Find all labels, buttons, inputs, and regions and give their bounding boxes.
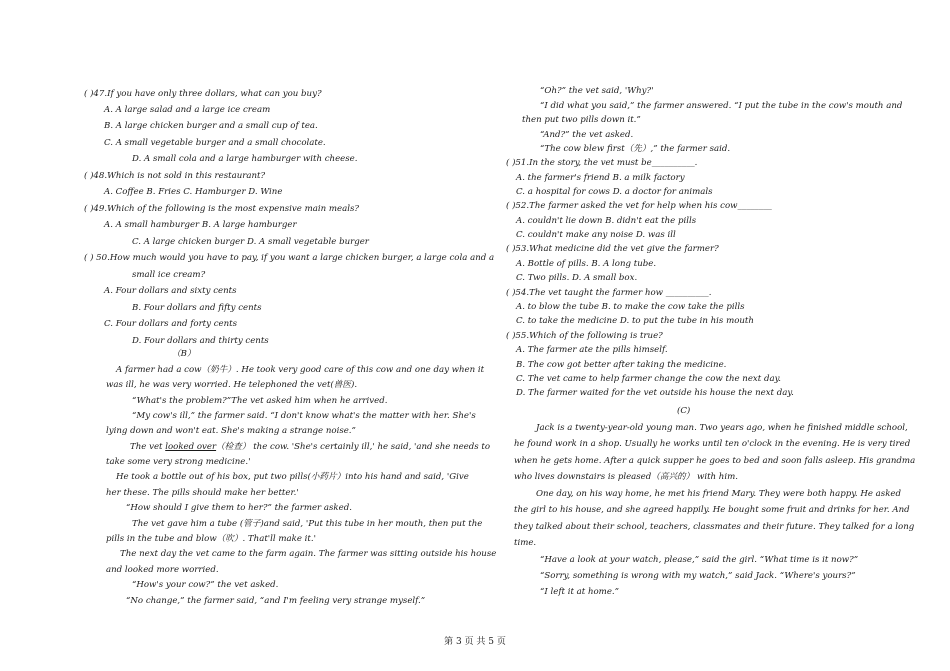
passage-b-line: The vet gave him a tube (管子)and said, 'Put this tube in her mouth, then put the [132,519,483,529]
dialogue-line: “And?” the vet asked. [540,130,634,140]
passage-b-text: the cow. 'She's certainly ill,' he said, 'and she needs to [253,442,491,452]
passage-b-line: take some very strong medicine.' [106,457,251,467]
q47-stem: ( )47.If you have only three dollars, what can you buy? [84,89,322,99]
passage-b-line: was ill, he was very worried. He telephoned the vet(兽医). [106,380,358,390]
passage-c-line: he found work in a shop. Usually he works until ten o'clock in the evening. He is very tired [514,439,911,449]
q53-options-cd: C. Two pills. D. A small box. [516,273,638,283]
q49-stem: ( )49.Which of the following is the most expensive main meals? [84,204,359,214]
q52-options-cd: C. couldn't make any noise D. was ill [516,230,676,240]
passage-b-line: lying down and won't eat. She's making a strange noise.” [106,426,356,436]
q54-stem: ( )54.The vet taught the farmer how __________. [506,288,712,298]
q48-stem: ( )48.Which is not sold in this restaurant? [84,171,266,181]
q55-option-b: B. The cow got better after taking the medicine. [516,360,727,370]
passage-c-line: the girl to his house, and she agreed happily. He bought some fruit and drinks for her. And [514,505,910,515]
q54-options-ab: A. to blow the tube B. to make the cow take the pills [516,302,745,312]
passage-b-line-vet [130,443,490,452]
passage-c-line: One day, on his way home, he met his friend Mary. They were both happy. He asked [536,489,902,499]
q55-option-d: D. The farmer waited for the vet outside his house the next day. [516,388,794,398]
q48-options: A. Coffee B. Fries C. Hamburger D. Wine [104,187,283,197]
passage-b-text: The vet [130,442,163,452]
passage-b-line: The next day the vet came to the farm again. The farmer was sitting outside his house [120,549,497,559]
q50-option-d: D. Four dollars and thirty cents [132,336,269,346]
q52-options-ab: A. couldn't lie down B. didn't eat the pills [516,216,697,226]
q55-option-a: A. The farmer ate the pills himself. [516,345,668,355]
dialogue-line: “I did what you said,” the farmer answered. “I put the tube in the cow's mouth and [540,101,903,111]
q54-options-cd: C. to take the medicine D. to put the tube in his mouth [516,316,754,326]
passage-b-line: and looked more worried. [106,565,219,575]
passage-c-line: who lives downstairs is pleased（高兴的） with him. [514,472,738,482]
passage-b-line: He took a bottle out of his box, put two pills(小药片）into his hand and said, 'Give [116,472,469,482]
q51-options-ab: A. the farmer's friend B. a milk factory [516,173,685,183]
q50-option-a: A. Four dollars and sixty cents [104,286,237,296]
q55-option-c: C. The vet came to help farmer change the cow the next day. [516,374,782,384]
q50-stem-cont: small ice cream? [132,270,206,280]
passage-b-line: “What's the problem?”The vet asked him when he arrived. [132,396,388,406]
passage-b-line: “My cow's ill,” the farmer said. “I don't know what's the matter with her. She's [132,411,476,421]
q50-stem: ( ) 50.How much would you have to pay, if you want a large chicken burger, a large cola and a [84,253,495,263]
q55-stem: ( )55.Which of the following is true? [506,331,663,341]
section-c-heading: (C) [677,406,691,416]
q51-options-cd: C. a hospital for cows D. a doctor for animals [516,187,713,197]
passage-b-line: “How's your cow?” the vet asked. [132,580,279,590]
q50-option-c: C. Four dollars and forty cents [104,319,238,329]
q53-stem: ( )53.What medicine did the vet give the farmer? [506,244,719,254]
q53-options-ab: A. Bottle of pills. B. A long tube. [516,259,657,269]
looked-over-underlined: looked over [165,442,217,452]
dialogue-line: “Oh?” the vet said, 'Why?' [540,86,654,96]
passage-c-line: “Have a look at your watch, please,” said the girl. “What time is it now?” [540,555,859,565]
passage-b-line: “How should I give them to her?” the farmer asked. [126,503,352,513]
passage-b-line: her these. The pills should make her better.' [106,488,299,498]
q49-options-cd: C. A large chicken burger D. A small vegetable burger [132,237,369,247]
page-footer: 第 3 页 共 5 页 [444,637,506,647]
q49-options-ab: A. A small hamburger B. A large hamburger [104,220,297,230]
passage-c-line: “Sorry, something is wrong with my watch,” said Jack. “Where's yours?” [540,571,856,581]
q47-option-a: A. A large salad and a large ice cream [104,105,271,115]
q51-stem: ( )51.In the story, the vet must be__________. [506,158,698,168]
q47-option-c: C. A small vegetable burger and a small chocolate. [104,138,326,148]
passage-c-line: Jack is a twenty-year-old young man. Two years ago, when he finished middle school, [536,423,908,433]
section-b-heading: （B） [172,349,196,359]
dialogue-line: “The cow blew first（先）,” the farmer said. [540,144,731,154]
passage-c-line: “I left it at home.” [540,587,620,597]
q50-option-b: B. Four dollars and fifty cents [132,303,262,313]
q47-option-d: D. A small cola and a large hamburger with cheese. [132,154,358,164]
gloss: （检查） [216,442,251,452]
passage-c-line: when he gets home. After a quick supper he goes to bed and soon falls asleep. His grandma [514,456,916,466]
passage-c-line: time. [514,538,537,548]
q52-stem: ( )52.The farmer asked the vet for help when his cow________ [506,201,772,211]
passage-c-line: they talked about their school, teachers, classmates and their future. They talked for a long [514,522,915,532]
q47-option-b: B. A large chicken burger and a small cup of tea. [104,121,318,131]
passage-b-line: pills in the tube and blow（吹）. That'll make it.' [106,534,316,544]
dialogue-line: then put two pills down it.” [522,115,641,125]
passage-b-line: A farmer had a cow（奶牛）. He took very good care of this cow and one day when it [116,365,485,375]
passage-b-line: “No change,” the farmer said, “and I'm feeling very strange myself.” [126,596,426,606]
